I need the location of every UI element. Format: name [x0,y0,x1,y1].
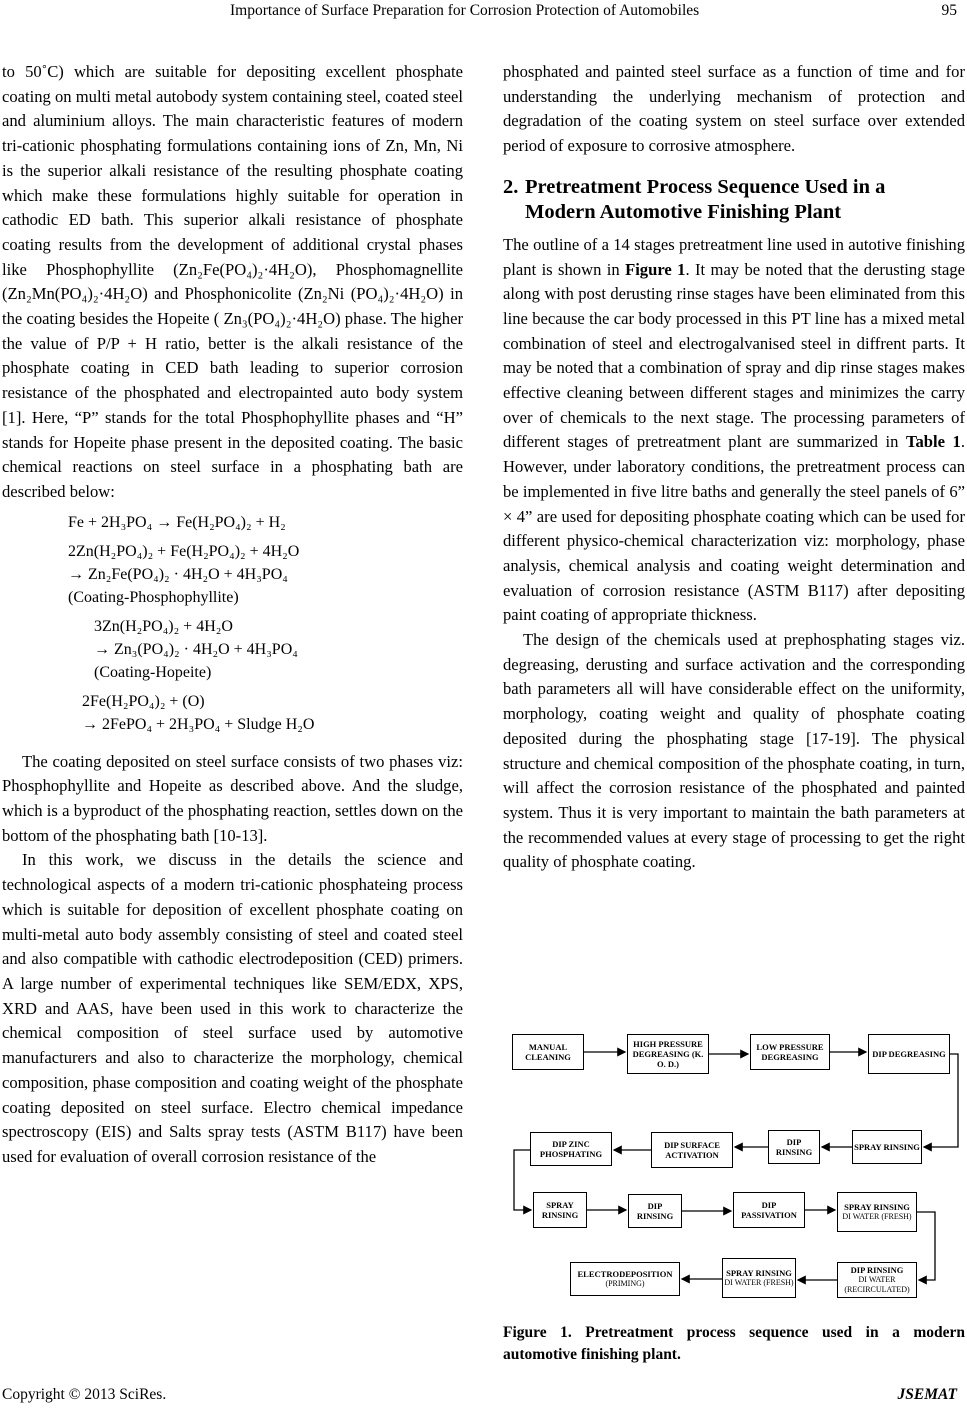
process-step-title: DIP PASSIVATION [741,1200,797,1220]
process-step-box [722,1258,796,1298]
process-step-box [627,1034,709,1074]
equation-line: 3Zn(H₂PO₄)₂ + 4H₂O [94,617,233,635]
process-step-title: SPRAY RINSING [854,1142,920,1152]
equation-line: 2Zn(H₂PO₄)₂ + Fe(H₂PO₄)₂ + 4H₂O [68,542,300,560]
process-step-box [768,1130,820,1164]
equation-line: Fe + 2H₃PO₄ → Fe(H₂PO₄)₂ + H₂ [68,513,286,531]
text-run: The outline of a 14 stages pretreatment line used in autotive finishing plant is shown in [503,234,965,279]
process-step-box [628,1194,682,1228]
equation-line: → Zn₃(PO₄)₂ · 4H₂O + 4H₃PO₄ [94,640,298,658]
process-step-box [570,1262,680,1296]
figure-reference[interactable]: Figure 1 [625,259,686,279]
journal-abbrev: JSEMAT [897,1386,957,1403]
paragraph: to 50˚C) which are suitable for depositing excellent phosphate coating on multi metal autobody system containing steel, coated steel and aluminium alloys. The main characteristic features of modern tri-cationic phosphating formulations containing ions of Zn, Mn, Ni is the superior alkali resistance of the resulting phosphate coating which make these formulations highly suitable for operation in cathodic ED bath. This superior alkali resistance of phosphate coating results from the development of additional crystal phases like Phosphophyllite (Zn₂Fe(PO₄)₂·4H₂O), Phosphomagnellite (Zn₂Mn(PO₄)₂·4H₂O) and Phosphonicolite (Zn₂Ni (PO₄)₂·4H₂O) in the coating besides the Hopeite ( Zn₃(PO₄)₂·4H₂O) phase. The higher the value of P/P + H ratio, better is the alkali resistance of the phosphate coating in CED bath leading to superior corrosion resistance of the phosphated and electropainted auto body system [1]. Here, “P” stands for the total Phosphophyllite phases and “H” stands for Hopeite phase present in the deposited coating. The basic chemical reactions on steel surface in a phosphating bath are described below: [2,62,463,501]
equation-line: (Coating-Hopeite) [94,663,212,681]
equation-line: 2Fe(H₂PO₄)₂ + (O) [82,692,205,710]
process-step-box [512,1034,584,1070]
section-number: 2. [503,175,519,198]
equation-line: (Coating-Phosphophyllite) [68,588,239,606]
equation-line: → 2FePO₄ + 2H₃PO₄ + Sludge H₂O [82,715,315,733]
equation-line: → Zn₂Fe(PO₄)₂ · 4H₂O + 4H₃PO₄ [68,565,288,583]
copyright: Copyright © 2013 SciRes. [2,1386,167,1403]
process-step-title: LOW PRESSURE DEGREASING [756,1042,824,1062]
process-step-subtitle: DI WATER (RECIRCULATED) [844,1275,910,1294]
process-step-box [530,1132,612,1166]
process-step-title: MANUAL CLEANING [525,1042,571,1062]
process-step-title: DIP SURFACE ACTIVATION [664,1140,720,1160]
process-step-title: DIP RINSING [850,1265,904,1275]
paragraph: The design of the chemicals used at prephosphating stages viz. degreasing, derusting and surface activation and the corresponding bath parameters all will have considerable effect on the uniformity, morphology, coating weight and quality of phosphate coating deposited during the phosphating stage [17-19]. The physical structure and chemical composition of the phosphate coating, in turn, will affect the corrosion resistance of the phosphated and painted system. Thus it is very important to maintain the bath parameters at the recommended values at every stage of processing to get the right quality of phosphate coating. [503,630,965,872]
table-reference[interactable]: Table 1 [905,432,961,452]
process-step-title: ELECTRODEPOSITION [577,1269,673,1279]
paragraph: In this work, we discuss in the details the science and technological aspects of a modern tri-cationic phosphateing process which is suitable for deposition of excellent phosphate coating on multi-metal auto body assembly consisting of steel and coated steel and also compatible with cathodic electrodeposition (CED) primers. A large number of experimental techniques like SEM/EDX, XPS, XRD and AAS, have been used in this work to characterize the chemical composition of steel surface used by automotive manufacturers and also to characterize the morphology, chemical composition, phase composition and coating weight of the phosphate coating deposited on steel surface. Electro chemical impedance spectroscopy (EIS) and Salts spray tests (ASTM B117) have been used for evaluation of overall corrosion resistance of the [2,850,463,1166]
figure-caption: Figure 1. Pretreatment process sequence used in a modern automotive finishing plant. [503,1324,965,1363]
process-step-title: SPRAY RINSING [541,1200,579,1220]
process-step-title: DIP ZINC PHOSPHATING [539,1139,603,1159]
paragraph: The coating deposited on steel surface consists of two phases viz: Phosphophyllite and Hopeite as described above. And the sludge, which is a byproduct of the phosphating reaction, settles down on the bottom of the phosphating bath [10-13]. [2,751,463,845]
process-step-box [750,1034,830,1070]
process-step-box [837,1262,917,1298]
running-title: Importance of Surface Preparation for Corrosion Protection of Automobiles [230,2,700,19]
text-run: . It may be noted that the derusting stage along with post derusting rinse stages have been eliminated from this line because the car body processed in this PT line has a mixed metal combination of steel and electrogalvanised steel in diffrent parts. It may be noted that a combination of spray and dip rinse stages makes effective cleaning between different stages and minimizes the carry over of chemicals to the next stage. The processing parameters of different stages of pretreatment plant are summarized in [503,259,965,452]
process-step-title: DIP DEGREASING [872,1049,946,1059]
process-step-subtitle: DI WATER (FRESH) [842,1212,912,1221]
section-title-line1: Pretreatment Process Sequence Used in a [525,175,886,198]
process-step-box [651,1132,733,1168]
process-step-box [852,1130,922,1164]
process-step-title: DIP RINSING [775,1137,813,1157]
process-step-box [533,1192,587,1228]
process-step-title: SPRAY RINSING [844,1202,910,1212]
flow-arrow [917,1212,935,1280]
process-step-box [868,1034,950,1074]
process-step-subtitle: (PRIMING) [605,1279,645,1288]
process-step-subtitle: DI WATER (FRESH) [724,1278,794,1287]
section-title-line2: Modern Automotive Finishing Plant [525,200,842,223]
flow-arrow [514,1150,531,1210]
paragraph: phosphated and painted steel surface as a function of time and for understanding the underlying mechanism of protection and degradation of the coating system on steel surface over extended period of exposure to corrosive atmosphere. [503,62,965,156]
process-step-box [733,1192,805,1228]
page-number: 95 [941,2,957,19]
process-step-title: HIGH PRESSURE DEGREASING (K. O. D.) [632,1039,704,1069]
process-step-title: DIP RINSING [636,1201,674,1221]
process-step-title: SPRAY RINSING [726,1268,792,1278]
text-run: . However, under laboratory conditions, the pretreatment process can be implemented in five litre baths and generally the steel panels of 6” × 4” are used for depositing phosphate coating which can be used for different physico-chemical characterization viz: morphology, phase analysis, chemical analysis and coating weight determination and evaluation of corrosion resistance (ASTM B117) after depositing paint coating of appropriate thickness. [503,432,965,625]
process-step-box [837,1192,917,1232]
